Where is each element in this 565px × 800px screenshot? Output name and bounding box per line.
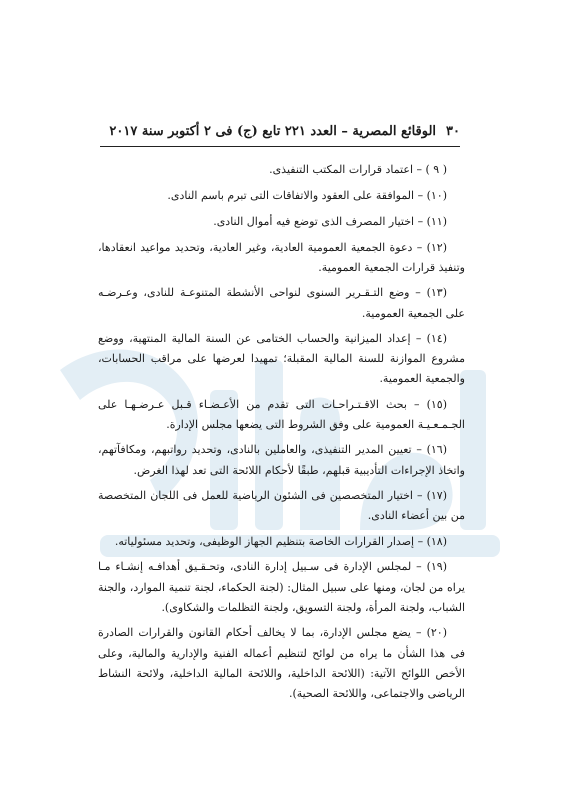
clause-19: (١٩) – لمجلس الإدارة فى سـبيل إدارة النادى، وتحـقـيق أهدافـه إنشـاء مـا يراه من لجان، ومنها على سبيل المثال: (لجنة الحكماء، لجنة تنمية الموارد، والجنة الشباب، ولجنة المرأة، ولجنة التسويق، ولجنة التظلمات والشكاوى). — [98, 560, 465, 615]
clause-15: (١٥) – بحث الاقـتـراحـات التى تقدم من الأعـضـاء قـبل عـرضـهـا على الجـمـعـيـة العمومية على وفق الشروط التى يضعها مجلس الإدارة. — [98, 397, 465, 432]
clause-17: (١٧) – اختيار المتخصصين فى الشئون الرياضية للعمل فى اللجان المتخصصة من بين أعضاء النادى. — [98, 488, 465, 523]
clause-18: (١٨) – إصدار القرارات الخاصة بتنظيم الجهاز الوظيفى، وتحديد مسئولياته. — [114, 534, 447, 548]
clause-16: (١٦) – تعيين المدير التنفيذى، والعاملين بالنادى، وتحديد رواتبهم، ومكافآتهم، واتخاذ الإجراءات التأديبية قبلهم، طبقًا لأحكام اللائحة التى تعد لهذا الغرض. — [98, 443, 465, 477]
clause-10: (١٠) – الموافقة على العقود والاتفاقات التى تبرم باسم النادى. — [167, 188, 447, 202]
clause-20: (٢٠) – يضع مجلس الإدارة، بما لا يخالف أحكام القانون والقرارات الصادرة فى هذا الشأن ما يراه من لوائح لتنظيم أعماله الفنية والإدارية والمالية، وعلى الأخص اللوائح الآتية: (اللائحة الداخلية، واللائحة المالية الداخلية، ولائحة النشاط الرياضى والاجتماعى، واللائحة الصحية). — [98, 626, 465, 701]
page-number: ٣٠ — [446, 124, 460, 139]
page-header — [100, 124, 460, 139]
clause-11: (١١) – اختيار المصرف الذى توضع فيه أموال النادى. — [213, 214, 447, 228]
header-divider — [100, 146, 460, 147]
article-body — [98, 160, 465, 710]
clause-14: (١٤) – إعداد الميزانية والحساب الختامى عن السنة المالية المنتهية، ووضع مشروع الموازنة للسنة المالية المقبلة؛ تمهيدا لعرضها على مراقب الحسابات، والجمعية العمومية. — [98, 331, 465, 386]
clause-12: (١٢) – دعوة الجمعية العمومية العادية، وغير العادية، وتحديد مواعيد انعقادها، وتنفيذ قرارات الجمعية العمومية. — [98, 240, 465, 274]
header-title: الوقائع المصرية – العدد ٢٢١ تابع (ج) فى ٢ أكتوبر سنة ٢٠١٧ — [109, 124, 437, 139]
clause-9: ( ٩ ) – اعتماد قرارات المكتب التنفيذى. — [269, 163, 447, 176]
clause-13: (١٣) – وضع التـقـرير السنوى لنواحى الأنشطة المتنوعـة للنادى، وعـرضـه على الجمعية العمومية. — [98, 286, 465, 320]
